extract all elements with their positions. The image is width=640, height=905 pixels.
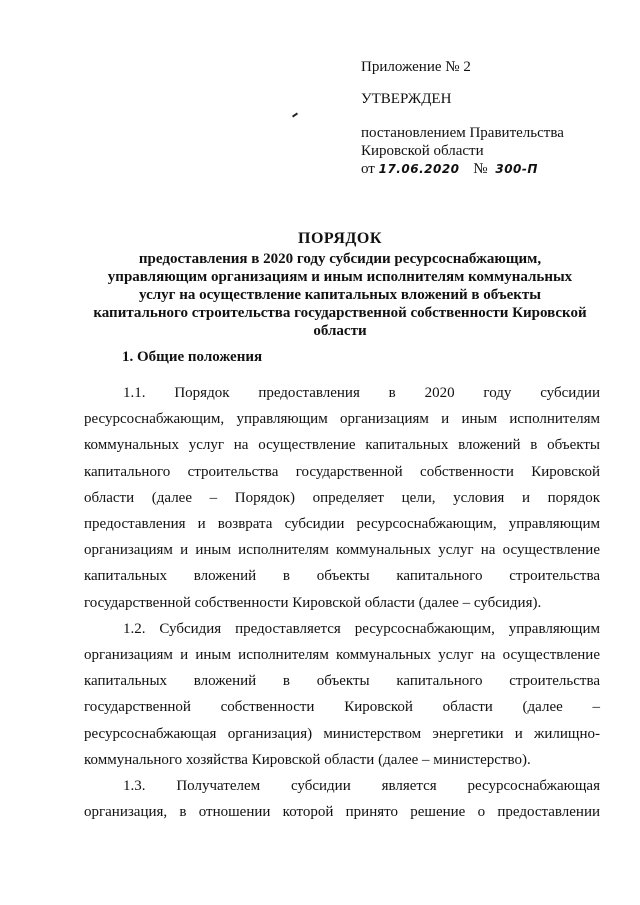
appendix-label: Приложение № 2 <box>361 59 471 75</box>
subtitle-line: капитального строительства государственной собственности Кировской <box>93 305 587 321</box>
body-text <box>84 380 600 825</box>
approval-block <box>361 58 621 178</box>
paragraph-line: ресурсоснабжающим, управляющим организациям и иным исполнителям <box>84 411 600 428</box>
paragraph-line: капитальных вложений в объекты капитального строительства <box>84 568 600 585</box>
decree-line-2: Кировской области <box>361 143 484 159</box>
document-title: ПОРЯДОК <box>298 230 382 247</box>
paragraph-line: организациям и иным исполнителям коммунальных услуг на осуществление <box>84 542 600 559</box>
paragraph-line: 1.2. Субсидия предоставляется ресурсоснабжающим, управляющим <box>123 620 600 637</box>
document-title-block <box>60 230 620 340</box>
subtitle-line: предоставления в 2020 году субсидии ресурсоснабжающим, <box>138 251 542 267</box>
decree-date-number <box>361 160 621 178</box>
subtitle-line: управляющим организациям и иным исполнителям коммунальных <box>107 269 573 285</box>
approved-label: УТВЕРЖДЕН <box>361 91 452 107</box>
paragraph-line: ресурсоснабжающая организация) министерством энергетики и жилищно- <box>84 725 600 742</box>
number-label: № <box>473 161 488 177</box>
pen-mark <box>292 112 298 117</box>
decree-line-1: постановлением Правительства <box>361 125 564 141</box>
subtitle-line: области <box>313 323 367 339</box>
section-heading: 1. Общие положения <box>122 349 263 365</box>
paragraph-line: области (далее – Порядок) определяет цели, условия и порядок <box>84 489 600 506</box>
paragraph-line: капитальных вложений в объекты капитального строительства <box>84 673 600 690</box>
from-label: от <box>361 161 375 177</box>
paragraph-line: организациям и иным исполнителям коммунальных услуг на осуществление <box>84 647 600 664</box>
paragraph-line: коммунального хозяйства Кировской области (далее – министерство). <box>84 751 531 768</box>
subtitle-line: услуг на осуществление капитальных вложений в объекты <box>139 287 541 303</box>
paragraph-line: 1.1. Порядок предоставления в 2020 году субсидии <box>123 385 600 401</box>
paragraph-line: 1.3. Получателем субсидии является ресурсоснабжающая <box>123 778 600 795</box>
paragraph-line: государственной собственности Кировской области (далее – субсидия). <box>84 594 542 611</box>
paragraph-line: государственной собственности Кировской области (далее – <box>84 699 600 716</box>
paragraph-line: организация, в отношении которой принято решение о предоставлении <box>84 804 600 821</box>
handwritten-date: 17.06.2020 <box>378 162 460 176</box>
paragraph-line: коммунальных услуг на осуществление капитальных вложений в объекты <box>84 437 600 454</box>
paragraph-line: капитального строительства государственной собственности Кировской <box>84 463 600 480</box>
handwritten-number: 300-П <box>495 162 538 176</box>
paragraph-line: предоставления и возврата субсидии ресурсоснабжающим, управляющим <box>84 516 600 533</box>
